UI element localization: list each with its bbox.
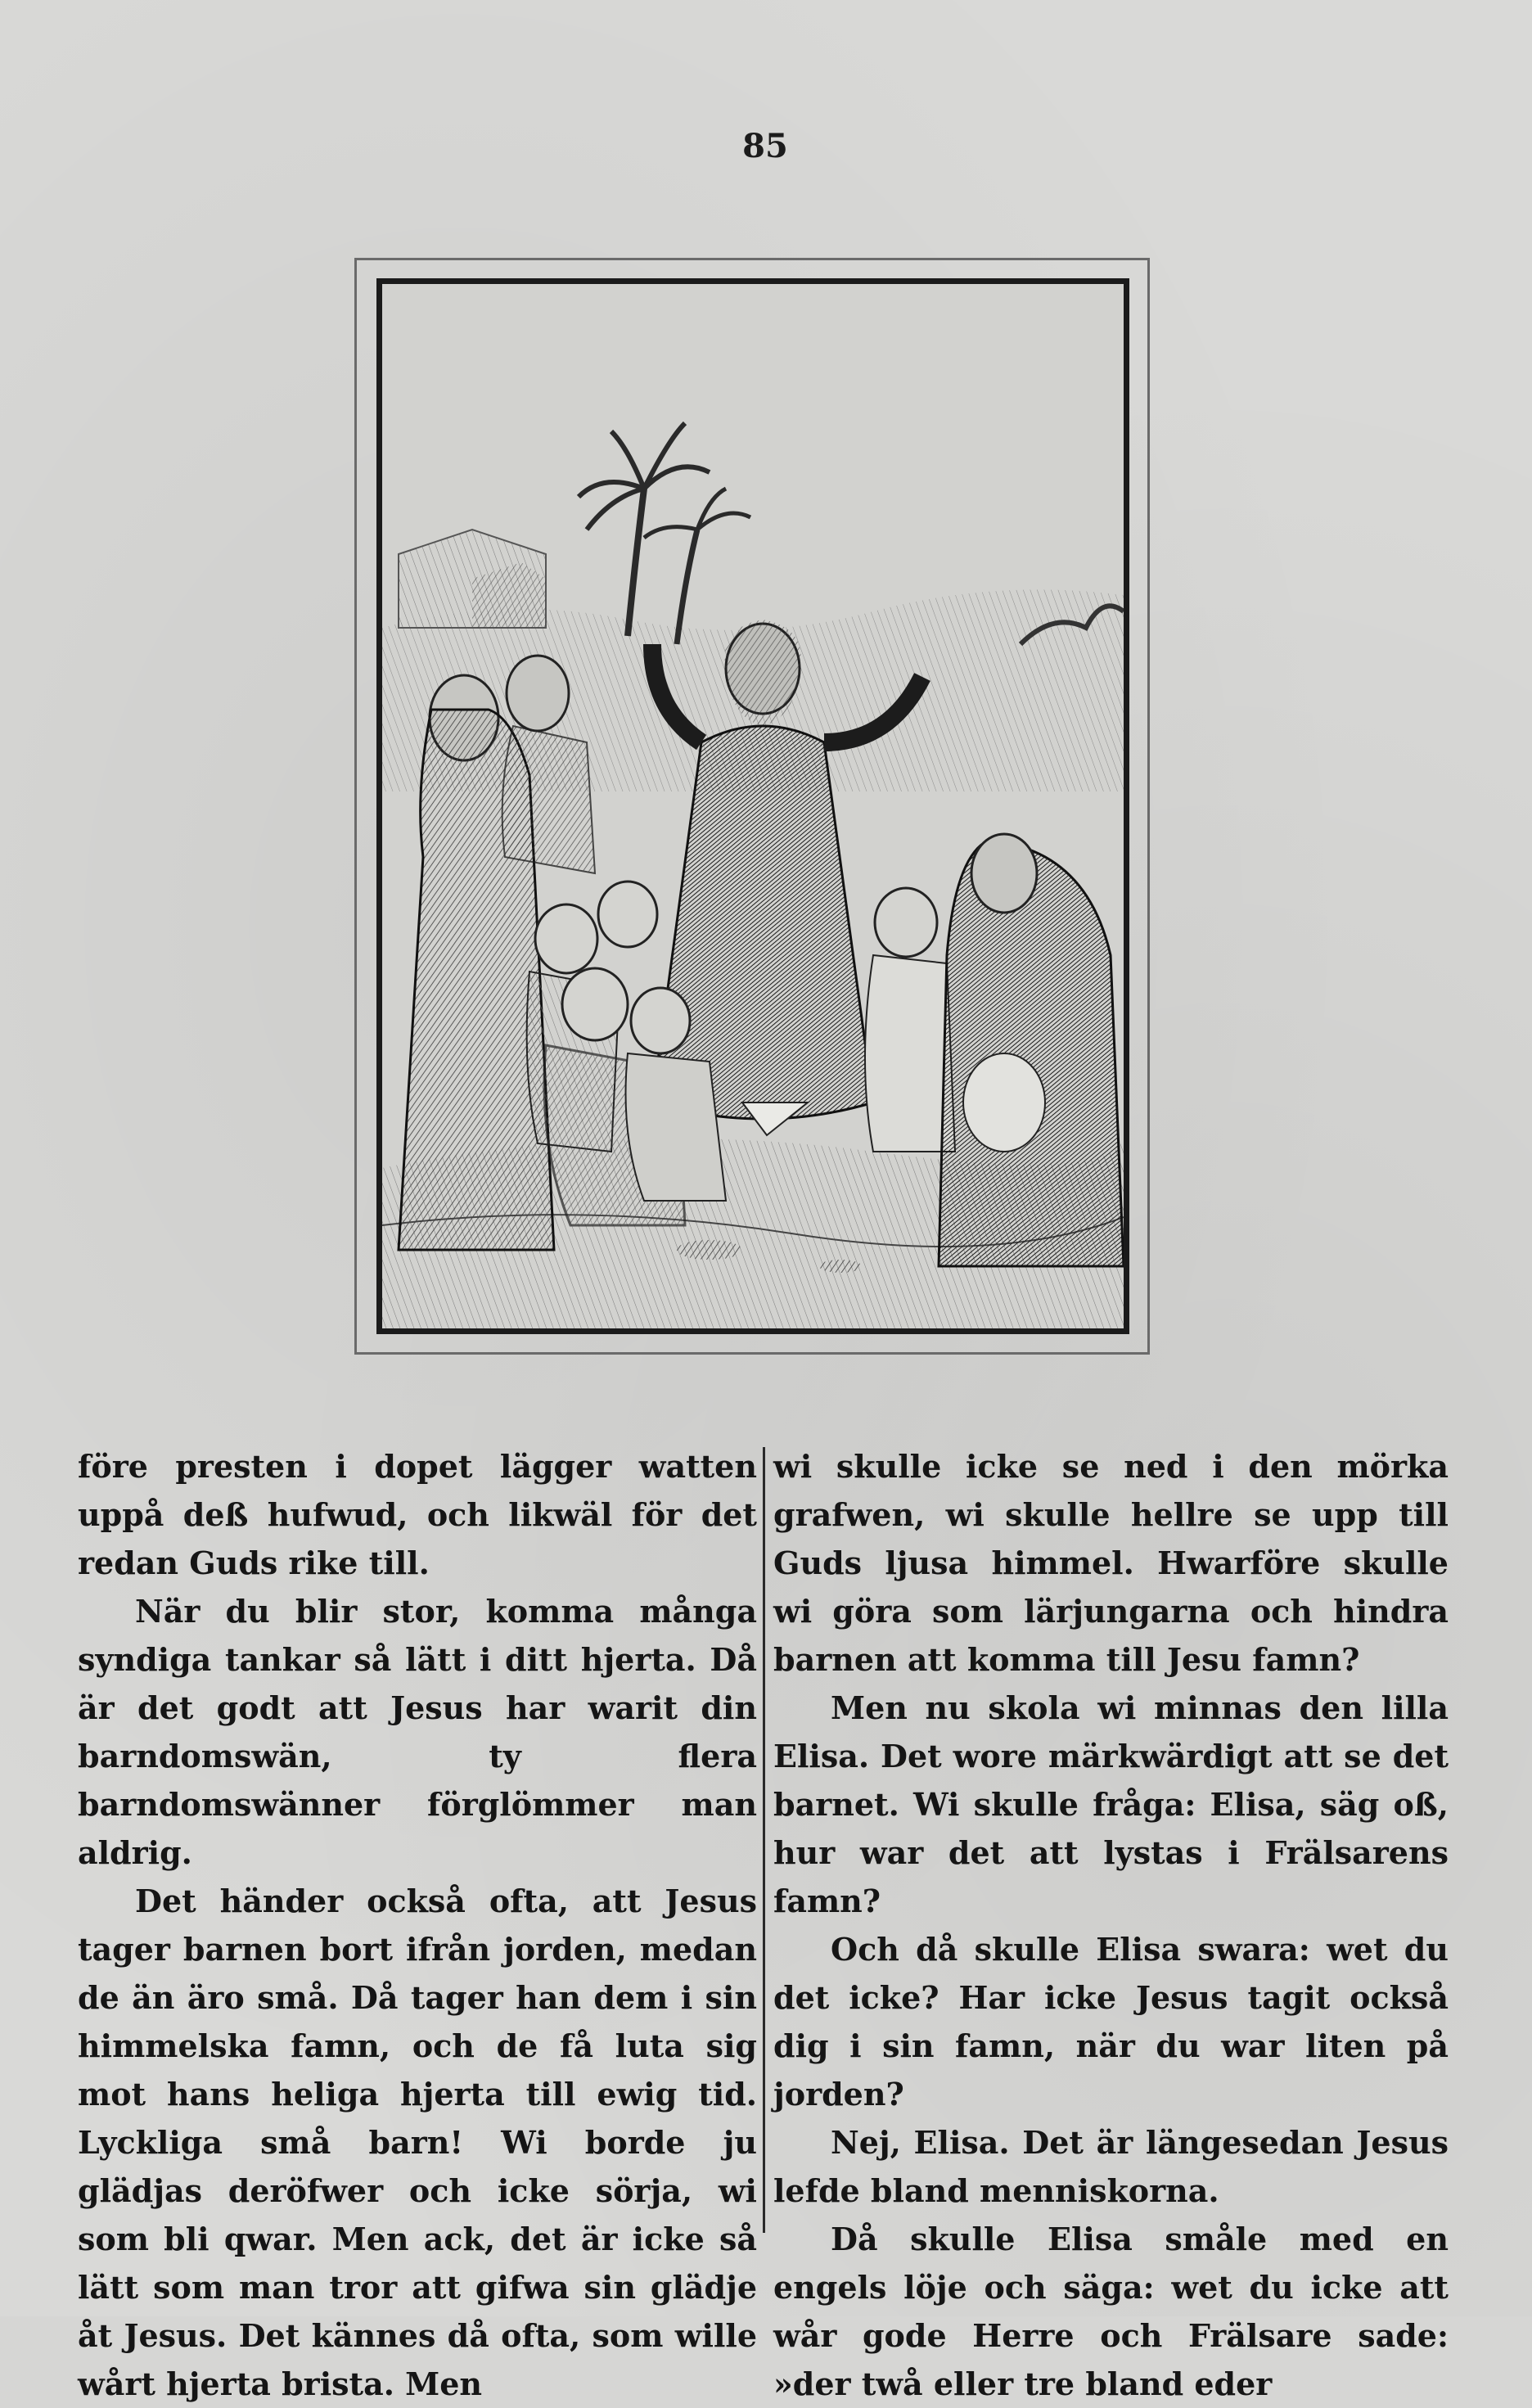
- illustration-engraving: [376, 278, 1129, 1334]
- page-number: 85: [742, 127, 788, 165]
- paragraph: Nej, Elisa. Det är längesedan Jesus lefde bland menniskorna.: [773, 2124, 1449, 2209]
- right-text-column: [773, 1442, 1449, 2408]
- paragraph: Det händer också ofta, att Jesus tager barnen bort ifrån jorden, medan de än äro små. Då tager han dem i sin himmelska famn, och de få luta sig mot hans heliga hjerta till ewig tid. Lyckliga små barn! Wi borde ju glädjas deröfwer och icke sörja, wi som bli qwar. Men ack, det är icke så lätt som man tror att gifwa sin glädje åt Jesus. Det kännes då ofta, som wille wårt hjerta brista. Men: [78, 1883, 757, 2402]
- column-divider: [763, 1447, 765, 2233]
- paragraph: Och då skulle Elisa swara: wet du det icke? Har icke Jesus tagit också dig i sin famn, när du war liten på jorden?: [773, 1931, 1449, 2113]
- paragraph: Då skulle Elisa småle med en engels löje och säga: wet du icke att wår gode Herre och Frälsare sade: »der twå eller tre bland eder: [773, 2221, 1449, 2402]
- paragraph: När du blir stor, komma många syndiga tankar så lätt i ditt hjerta. Då är det godt att Jesus har warit din barndomswän, ty flera barndomswänner förglömmer man aldrig.: [78, 1593, 757, 1871]
- paragraph: wi skulle icke se ned i den mörka grafwen, wi skulle hellre se upp till Guds ljusa himmel. Hwarföre skulle wi göra som lärjungarna och hindra barnen att komma till Jesu famn?: [773, 1448, 1449, 1678]
- left-text-column: [78, 1442, 757, 2408]
- paragraph: Men nu skola wi minnas den lilla Elisa. Det wore märkwärdigt att se det barnet. Wi skulle fråga: Elisa, säg oß, hur war det att lystas i Frälsarens famn?: [773, 1689, 1449, 1919]
- engraving-icon: [382, 284, 1124, 1328]
- paragraph: före presten i dopet lägger watten uppå deß hufwud, och likwäl för det redan Guds rike till.: [78, 1448, 757, 1581]
